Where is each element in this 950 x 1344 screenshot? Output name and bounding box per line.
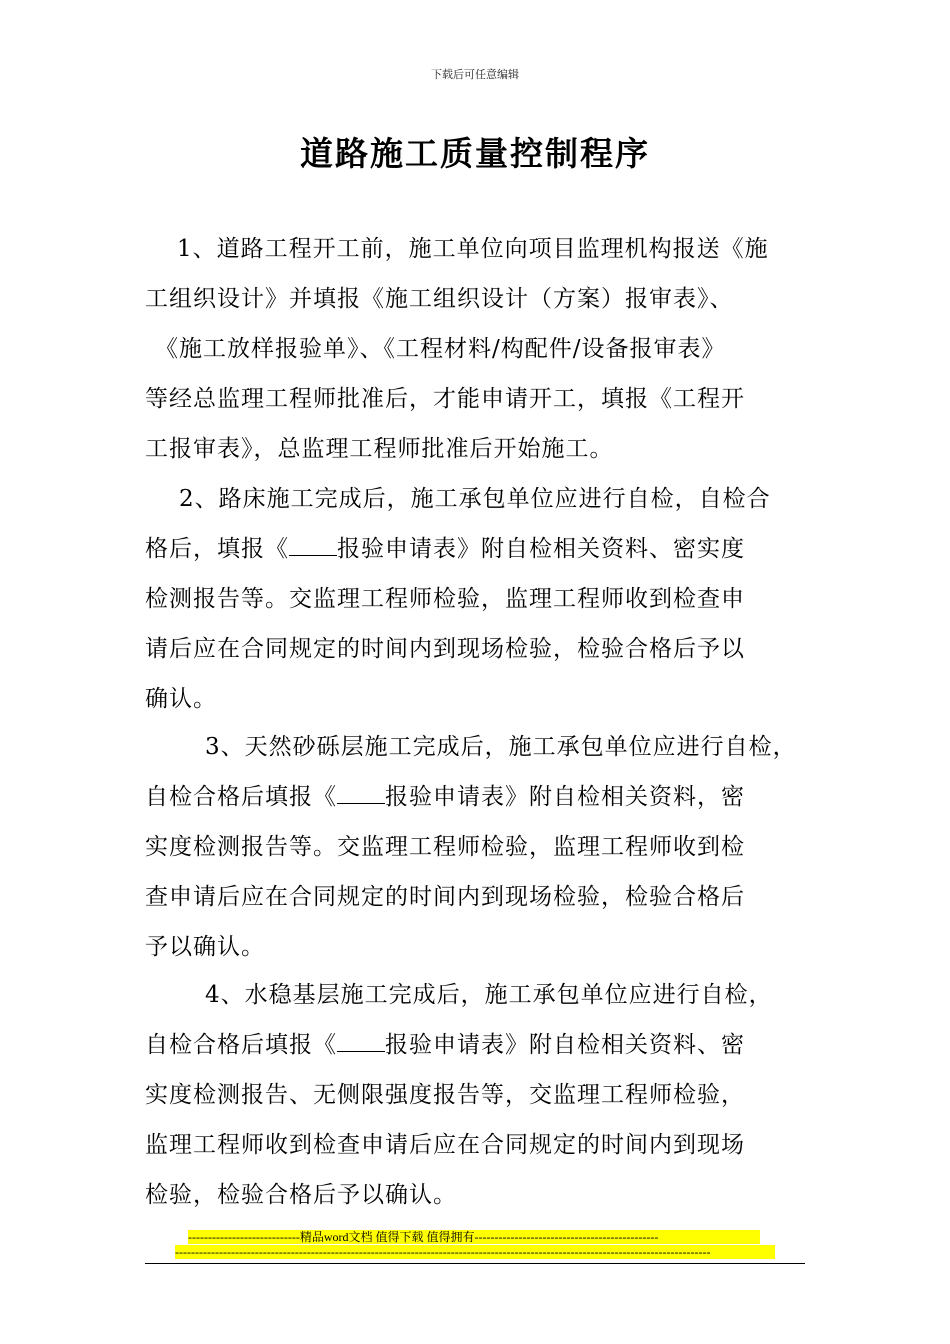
line-text: 查申请后应在合同规定的时间内到现场检验，检验合格后 bbox=[145, 884, 745, 910]
paragraph-line bbox=[145, 524, 825, 574]
fill-in-blank bbox=[337, 773, 385, 804]
line-text: 实度检测报告等。交监理工程师检验，监理工程师收到检 bbox=[145, 834, 745, 860]
paragraph-line bbox=[145, 474, 825, 524]
line-text: 自检合格后填报《 bbox=[145, 784, 337, 810]
line-text: 4、水稳基层施工完成后，施工承包单位应进行自检， bbox=[205, 982, 773, 1008]
paragraph-1 bbox=[145, 224, 825, 474]
paragraph-line: 1、道路工程开工前，施工单位向项目监理机构报送《施 bbox=[177, 236, 769, 262]
line-text: 格后，填报《 bbox=[145, 536, 289, 562]
paragraph-line bbox=[145, 574, 825, 624]
footer-banner-line-1: ----------------------------精品word文档 值得下载 值得拥有---------------------------------------------- bbox=[188, 1230, 760, 1244]
paragraph-line bbox=[145, 772, 825, 822]
line-text: 确认。 bbox=[145, 686, 217, 712]
paragraph-line bbox=[145, 1020, 825, 1070]
line-text: 监理工程师收到检查申请后应在合同规定的时间内到现场 bbox=[145, 1132, 745, 1158]
footer-banner-line-2: -------------------------------------------------------------------------------------------------------------------------------------- bbox=[175, 1245, 775, 1259]
line-text: 报验申请表》附自检相关资料、密实度 bbox=[337, 536, 745, 562]
fill-in-blank bbox=[337, 1021, 385, 1052]
header-note: 下载后可任意编辑 bbox=[431, 68, 519, 81]
paragraph-line bbox=[145, 624, 825, 674]
paragraph-line bbox=[145, 1070, 825, 1120]
paragraph-line bbox=[145, 922, 825, 972]
line-text: 报验申请表》附自检相关资料、密 bbox=[385, 1032, 745, 1058]
fill-in-blank bbox=[289, 525, 337, 556]
line-text: 2、路床施工完成后，施工承包单位应进行自检，自检合 bbox=[179, 486, 771, 512]
paragraph-line bbox=[145, 1170, 825, 1220]
footer-rule bbox=[145, 1263, 805, 1264]
line-text: 报验申请表》附自检相关资料，密 bbox=[385, 784, 745, 810]
paragraph-line bbox=[145, 822, 825, 872]
paragraph-3 bbox=[145, 722, 825, 972]
paragraph-line: 工报审表》，总监理工程师批准后开始施工。 bbox=[145, 436, 614, 462]
paragraph-line bbox=[145, 674, 825, 724]
paragraph-2 bbox=[145, 474, 825, 724]
line-text: 自检合格后填报《 bbox=[145, 1032, 337, 1058]
line-text: 实度检测报告、无侧限强度报告等，交监理工程师检验， bbox=[145, 1082, 745, 1108]
document-title: 道路施工质量控制程序 bbox=[300, 134, 650, 173]
paragraph-line bbox=[145, 722, 825, 772]
line-text: 3、天然砂砾层施工完成后，施工承包单位应进行自检， bbox=[205, 734, 797, 760]
paragraph-line: 《施工放样报验单》、《工程材料/构配件/设备报审表》 bbox=[155, 336, 726, 362]
paragraph-line: 等经总监理工程师批准后，才能申请开工，填报《工程开 bbox=[145, 386, 745, 412]
paragraph-line bbox=[145, 970, 825, 1020]
line-text: 检测报告等。交监理工程师检验，监理工程师收到检查申 bbox=[145, 586, 745, 612]
line-text: 检验，检验合格后予以确认。 bbox=[145, 1182, 457, 1208]
line-text: 请后应在合同规定的时间内到现场检验，检验合格后予以 bbox=[145, 636, 745, 662]
paragraph-line bbox=[145, 1120, 825, 1170]
paragraph-4 bbox=[145, 970, 825, 1220]
line-text: 予以确认。 bbox=[145, 934, 265, 960]
paragraph-line: 工组织设计》并填报《施工组织设计（方案）报审表》、 bbox=[145, 286, 734, 312]
paragraph-line bbox=[145, 872, 825, 922]
